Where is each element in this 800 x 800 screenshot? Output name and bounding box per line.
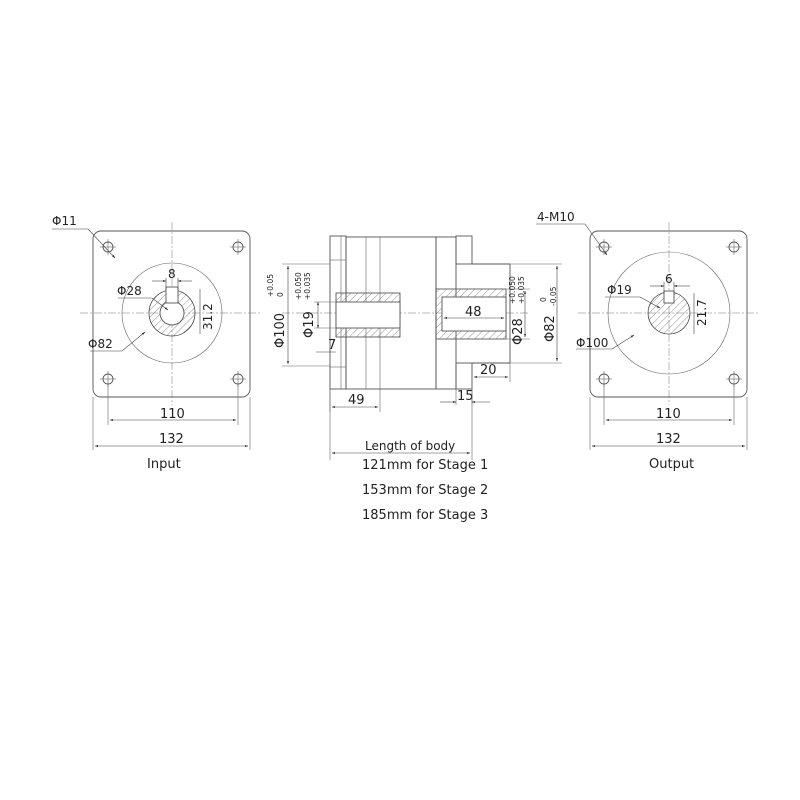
- side-tol-19-lower: +0.035: [303, 272, 312, 300]
- side-dim-49-label: 49: [348, 393, 365, 408]
- output-thread-label: 4-M10: [537, 210, 575, 224]
- body-length-stage3: 185mm for Stage 3: [362, 508, 489, 523]
- input-flange-view: [52, 214, 262, 472]
- output-title: Output: [649, 457, 695, 472]
- side-bore-len-48-label: 48: [465, 305, 482, 320]
- output-shaft-label: Φ19: [607, 283, 632, 297]
- side-view: [266, 236, 562, 523]
- side-tol-82-lower: -0.05: [549, 286, 558, 306]
- side-tol-28-lower: +0.035: [517, 276, 526, 304]
- output-flange-width-label: 132: [656, 432, 681, 447]
- side-dim-20-label: 20: [480, 363, 497, 378]
- side-tol-19-upper: +0.050: [294, 272, 303, 300]
- output-key-height-label: 21.7: [695, 299, 709, 326]
- input-pilot-label: Φ82: [88, 337, 113, 351]
- side-tol-82-upper: 0: [539, 297, 548, 302]
- side-tol-100-upper: +0.05: [266, 274, 275, 297]
- body-length-heading: Length of body: [365, 439, 456, 453]
- input-flange-width-label: 132: [159, 432, 184, 447]
- body-length-stage1: 121mm for Stage 1: [362, 458, 489, 473]
- side-tol-100-lower: 0: [276, 292, 285, 297]
- input-bolt-span-label: 110: [160, 407, 185, 422]
- side-tol-28-upper: +0.050: [508, 276, 517, 304]
- input-key-height-label: 31.2: [201, 303, 215, 330]
- side-dim-15-label: 15: [457, 389, 474, 404]
- output-pilot-label: Φ100: [576, 336, 609, 350]
- output-flange-view: [536, 210, 760, 472]
- input-key-width-label: 8: [168, 267, 176, 281]
- input-title: Input: [147, 457, 181, 472]
- side-shaft-19-label: Φ19: [302, 311, 317, 338]
- input-bore-label: Φ28: [117, 284, 142, 298]
- output-key-width-label: 6: [665, 272, 673, 286]
- side-dim-7-label: 7: [328, 338, 337, 353]
- input-hole-dia-label: Φ11: [52, 214, 77, 228]
- output-bolt-span-label: 110: [656, 407, 681, 422]
- side-dia-28-label: Φ28: [511, 318, 526, 345]
- side-dia-100-label: Φ100: [273, 312, 288, 348]
- side-dia-82-label: Φ82: [543, 315, 558, 342]
- body-length-stage2: 153mm for Stage 2: [362, 483, 489, 498]
